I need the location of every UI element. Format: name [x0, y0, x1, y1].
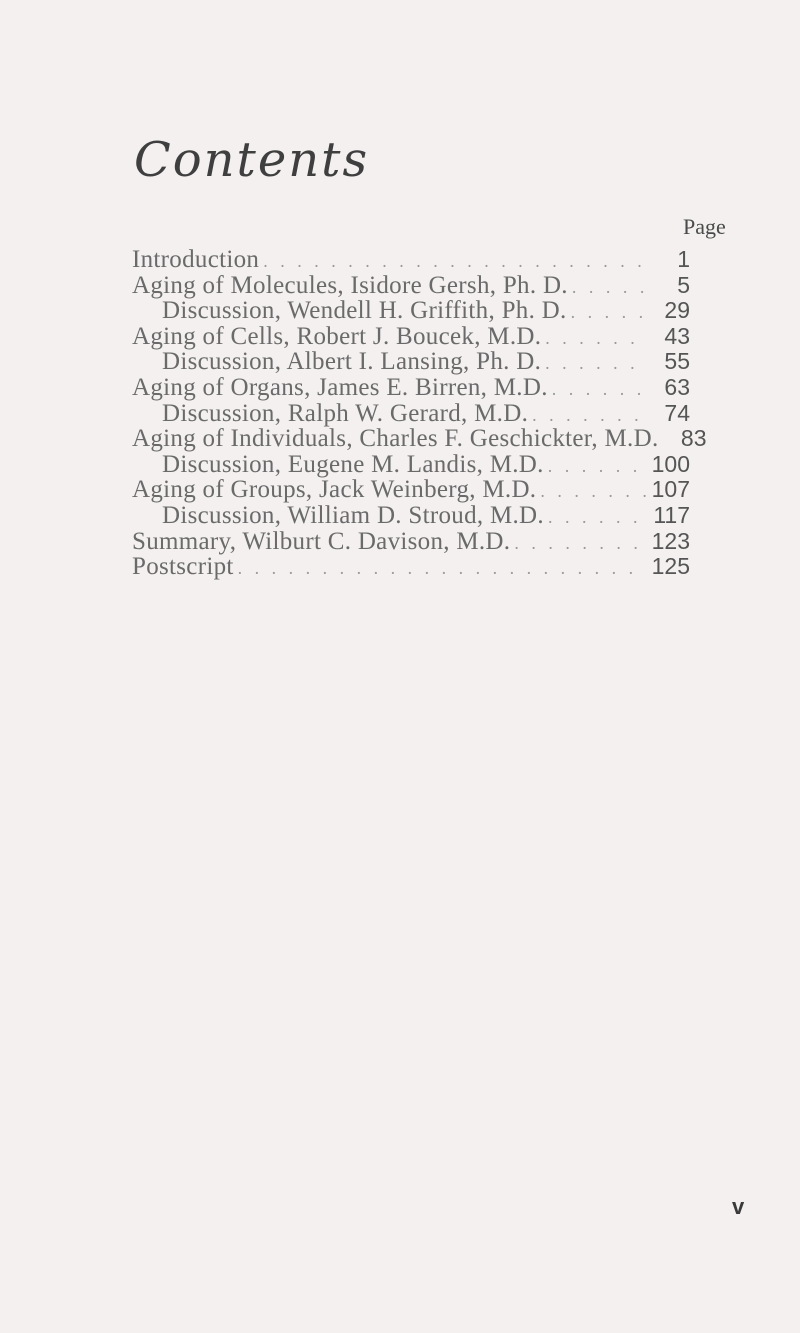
table-of-contents [132, 246, 707, 581]
toc-entry-title: Aging of Groups, Jack Weinberg, M.D. [132, 476, 537, 504]
toc-entry [132, 400, 690, 426]
toc-entry-title: Discussion, William D. Stroud, M.D. [162, 501, 544, 529]
toc-entry [132, 348, 690, 374]
toc-entry-page: 107 [651, 476, 690, 503]
page-column-label: Page [683, 214, 726, 239]
toc-entry-title: Postscript [132, 553, 234, 581]
toc-entry [132, 502, 690, 528]
toc-entry-page: 63 [664, 373, 690, 400]
toc-entry [132, 451, 690, 477]
toc-entry-page: 5 [677, 271, 690, 298]
toc-entry [132, 246, 690, 272]
toc-entry-title: Discussion, Albert I. Lansing, Ph. D. [162, 348, 542, 376]
toc-entry-page: 43 [664, 322, 690, 349]
toc-entry [132, 323, 690, 349]
toc-entry [132, 374, 690, 400]
dot-leader [532, 405, 646, 426]
toc-entry-title: Aging of Molecules, Isidore Gersh, Ph. D. [132, 271, 568, 299]
toc-entry-page: 74 [664, 399, 690, 426]
toc-entry-title: Aging of Individuals, Charles F. Geschickter, M.D. [132, 425, 659, 453]
toc-entry [132, 272, 690, 298]
dot-leader [540, 481, 646, 502]
toc-entry-page: 1 [677, 246, 690, 272]
dot-leader [514, 533, 646, 554]
dot-leader [552, 379, 646, 400]
toc-entry-page: 117 [653, 501, 690, 528]
page-number-folio: v [732, 1194, 745, 1219]
dot-leader [238, 558, 646, 579]
toc-entry-title: Discussion, Eugene M. Landis, M.D. [162, 450, 544, 478]
toc-entry-page: 100 [651, 450, 690, 477]
toc-entry-page: 55 [664, 348, 690, 375]
dot-leader [263, 251, 646, 272]
toc-entry-page: 125 [651, 553, 690, 580]
dot-leader [571, 302, 646, 323]
toc-entry-title: Aging of Organs, James E. Birren, M.D. [132, 373, 548, 401]
toc-entry-title: Introduction [132, 246, 260, 273]
toc-entry [132, 425, 707, 453]
dot-leader [545, 353, 646, 374]
toc-entry-title: Discussion, Ralph W. Gerard, M.D. [162, 399, 529, 427]
toc-entry-title: Discussion, Wendell H. Griffith, Ph. D. [162, 297, 567, 325]
dot-leader [545, 328, 646, 349]
page-title: Contents [134, 132, 370, 188]
toc-entry-title: Aging of Cells, Robert J. Boucek, M.D. [132, 322, 542, 350]
dot-leader [572, 277, 646, 298]
toc-entry [132, 297, 690, 323]
toc-entry [132, 528, 690, 554]
dot-leader [548, 507, 646, 528]
toc-entry-page: 83 [680, 425, 707, 452]
dot-leader [548, 456, 646, 477]
toc-entry-page: 29 [664, 297, 690, 324]
toc-entry [132, 476, 690, 502]
toc-entry [132, 553, 690, 579]
toc-entry-title: Summary, Wilburt C. Davison, M.D. [132, 527, 511, 555]
toc-entry-page: 123 [651, 527, 690, 554]
